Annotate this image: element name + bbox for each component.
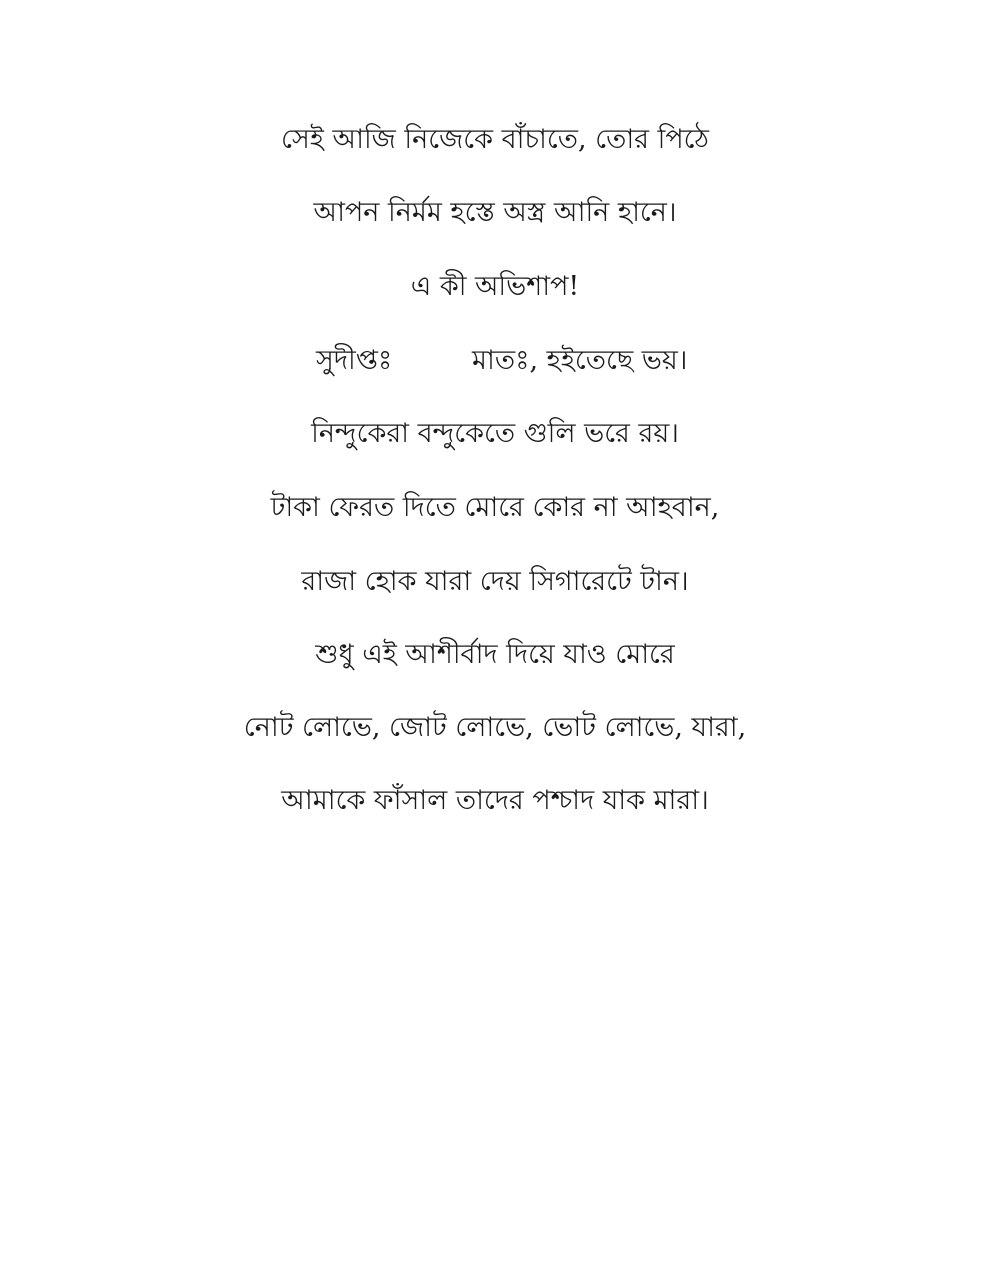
poem-line-3: এ কী অভিশাপ! <box>410 271 580 302</box>
poem-line-10: আমাকে ফাঁসাল তাদের পশ্চাদ যাক মারা। <box>281 785 709 816</box>
poem-line-8: শুধু এই আশীর্বাদ দিয়ে যাও মোরে <box>315 639 675 670</box>
poem-line-2: আপন নির্মম হস্তে অস্ত্র আনি হানে। <box>313 197 677 228</box>
poem-line-6: টাকা ফেরত দিতে মোরে কোর না আহবান, <box>270 492 720 523</box>
dialogue-line <box>0 341 990 381</box>
poem-line-7: রাজা হোক যারা দেয় সিগারেটে টান। <box>301 566 689 597</box>
speaker-name: সুদীপ্তঃ <box>316 345 393 376</box>
poem-line-1: সেই আজি নিজেকে বাঁচাতে, তোর পিঠে <box>281 124 709 155</box>
poem-line-9: নোট লোভে, জোট লোভে, ভোট লোভে, যারা, <box>243 712 747 743</box>
poem-line-5: নিন্দুকেরা বন্দুকেতে গুলি ভরে রয়। <box>311 418 679 449</box>
speaker-speech: মাতঃ, হইতেছে ভয়। <box>472 345 688 376</box>
